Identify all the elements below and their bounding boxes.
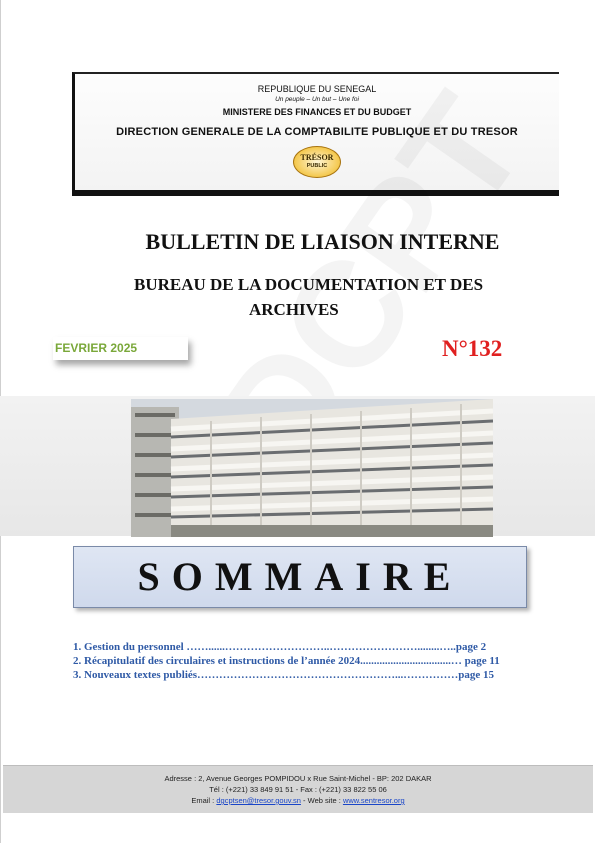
issue-date-box [53, 337, 188, 360]
footer [3, 765, 593, 813]
sommaire-banner [73, 546, 527, 608]
ministry-name: MINISTERE DES FINANCES ET DU BUDGET [222, 107, 412, 117]
footer-address: Adresse : 2, Avenue Georges POMPIDOU x Rue Saint-Michel - BP: 202 DAKAR [164, 774, 432, 783]
logo-text-bottom: PUBLIC [306, 163, 328, 169]
country-name: REPUBLIQUE DU SENEGAL [257, 84, 377, 94]
email-link[interactable]: dgcptsen@tresor.gouv.sn [216, 796, 301, 805]
issue-date: FEVRIER 2025 [55, 341, 138, 355]
direction-name: DIRECTION GENERALE DE LA COMPTABILITE PUBLIQUE ET DU TRESOR [116, 126, 518, 138]
toc-item-1[interactable]: 1. Gestion du personnel ……......………………………..……………………........…..page 2 [73, 641, 487, 653]
toc-item-2[interactable]: 2. Récapitulatif des circulaires et instructions de l’année 2024.................................… page 11 [73, 655, 500, 667]
bureau-title-line2: ARCHIVES [249, 300, 339, 319]
website-link[interactable]: www.sentresor.org [342, 796, 405, 805]
tresor-public-logo [293, 146, 341, 178]
sommaire-heading: SOMMAIRE [137, 554, 463, 599]
email-label: Email : [191, 796, 217, 805]
bureau-title-line1: BUREAU DE LA DOCUMENTATION ET DES [134, 275, 484, 294]
building-illustration [131, 399, 493, 537]
toc-item-3[interactable]: 3. Nouveaux textes publiés………………………………………………...……………page 15 [73, 669, 495, 681]
footer-contact [3, 796, 593, 805]
website-label: - Web site : [300, 796, 343, 805]
building-photo [131, 399, 493, 537]
issue-number: N°132 [442, 336, 503, 361]
logo-text-top: TRÉSOR [300, 153, 334, 162]
national-motto: Un peuple – Un but – Une foi [275, 96, 359, 103]
footer-phones: Tél : (+221) 33 849 91 51 - Fax : (+221) 33 822 55 06 [209, 785, 387, 794]
bulletin-title: BULLETIN DE LIAISON INTERNE [145, 229, 500, 254]
